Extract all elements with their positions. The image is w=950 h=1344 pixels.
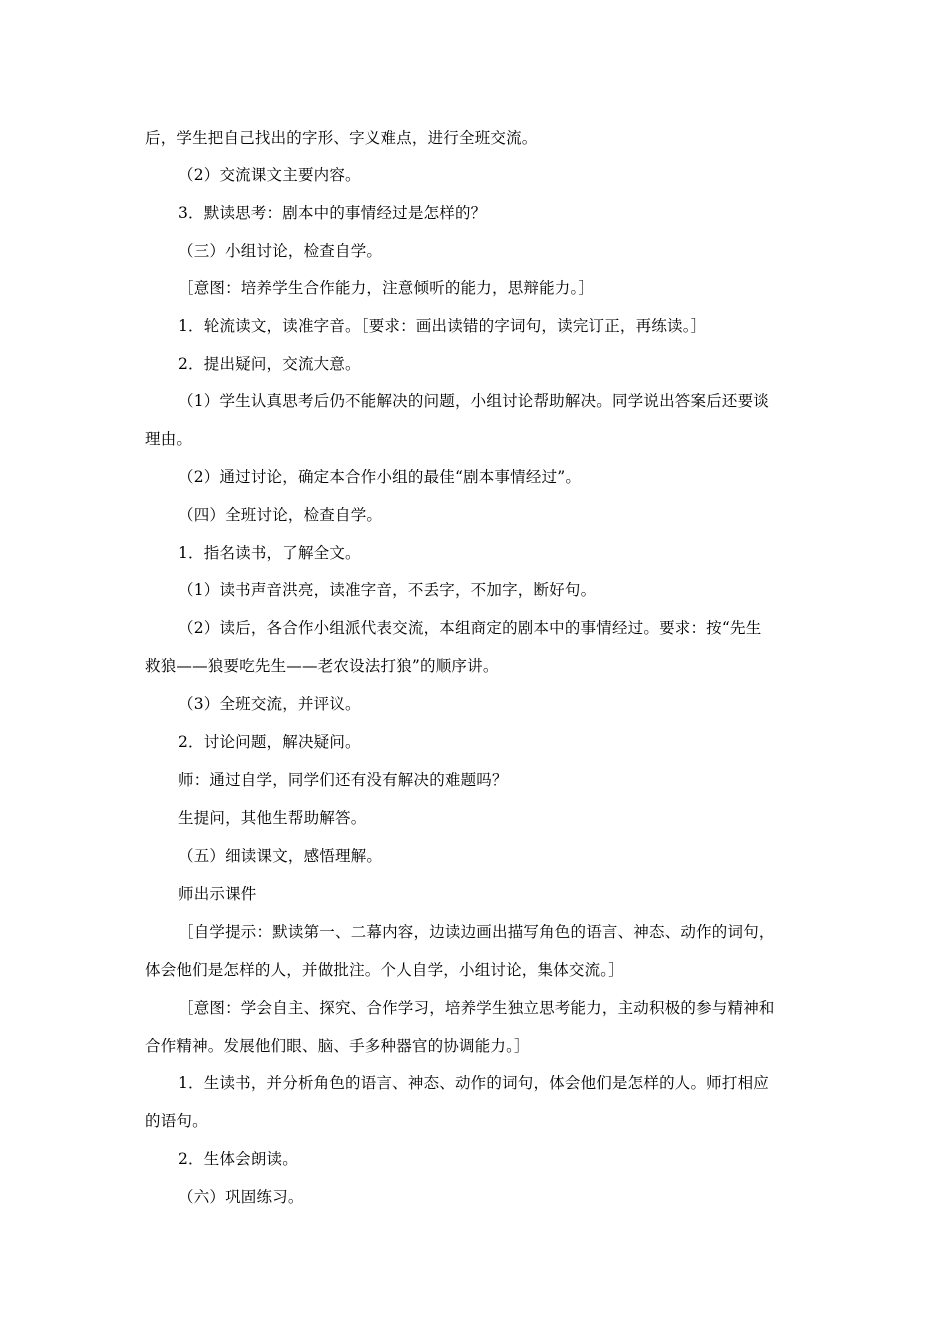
text-line: 1．生读书，并分析角色的语言、神态、动作的词句，体会他们是怎样的人。师打相应 [178,1074,769,1092]
text-line: 师出示课件 [178,885,257,903]
text-line: ［自学提示：默读第一、二幕内容，边读边画出描写角色的语言、神态、动作的词句， [178,923,775,941]
text-line: （六）巩固练习。 [178,1188,304,1206]
text-line: （1）读书声音洪亮，读准字音，不丢字，不加字，断好句。 [178,581,597,599]
text-line: （1）学生认真思考后仍不能解决的问题，小组讨论帮助解决。同学说出答案后还要谈 [178,392,769,410]
text-line: 合作精神。发展他们眼、脑、手多种器官的协调能力。］ [145,1037,530,1055]
text-line: 后，学生把自己找出的字形、字义难点，进行全班交流。 [145,129,538,147]
text-line: 救狼——狼要吃先生——老农设法打狼”的顺序讲。 [145,657,499,675]
text-line: 1．轮流读文，读准字音。［要求：画出读错的字词句，读完订正，再练读。］ [178,317,707,335]
text-line: 理由。 [145,430,193,448]
text-line: 的语句。 [145,1112,208,1130]
text-line: ［意图：培养学生合作能力，注意倾听的能力，思辩能力。］ [178,279,595,297]
text-line: （3）全班交流，并评议。 [178,695,361,713]
text-line: 3．默读思考：剧本中的事情经过是怎样的？ [178,204,487,222]
text-line: （2）读后，各合作小组派代表交流，本组商定的剧本中的事情经过。要求：按“先生 [178,619,762,637]
text-line: 1．指名读书，了解全文。 [178,544,361,562]
text-line: （2）交流课文主要内容。 [178,166,361,184]
text-line: 师：通过自学，同学们还有没有解决的难题吗？ [178,771,508,789]
text-line: （四）全班讨论，检查自学。 [178,506,383,524]
text-line: 体会他们是怎样的人，并做批注。个人自学，小组讨论，集体交流。］ [145,961,624,979]
text-line: 生提问，其他生帮助解答。 [178,809,367,827]
text-line: （2）通过讨论，确定本合作小组的最佳“剧本事情经过”。 [178,468,582,486]
text-line: ［意图：学会自主、探究、合作学习，培养学生独立思考能力，主动积极的参与精神和 [178,999,775,1017]
text-line: 2．提出疑问，交流大意。 [178,355,361,373]
text-line: 2．生体会朗读。 [178,1150,298,1168]
text-line: 2．讨论问题，解决疑问。 [178,733,361,751]
text-line: （五）细读课文，感悟理解。 [178,847,383,865]
text-line: （三）小组讨论，检查自学。 [178,242,383,260]
